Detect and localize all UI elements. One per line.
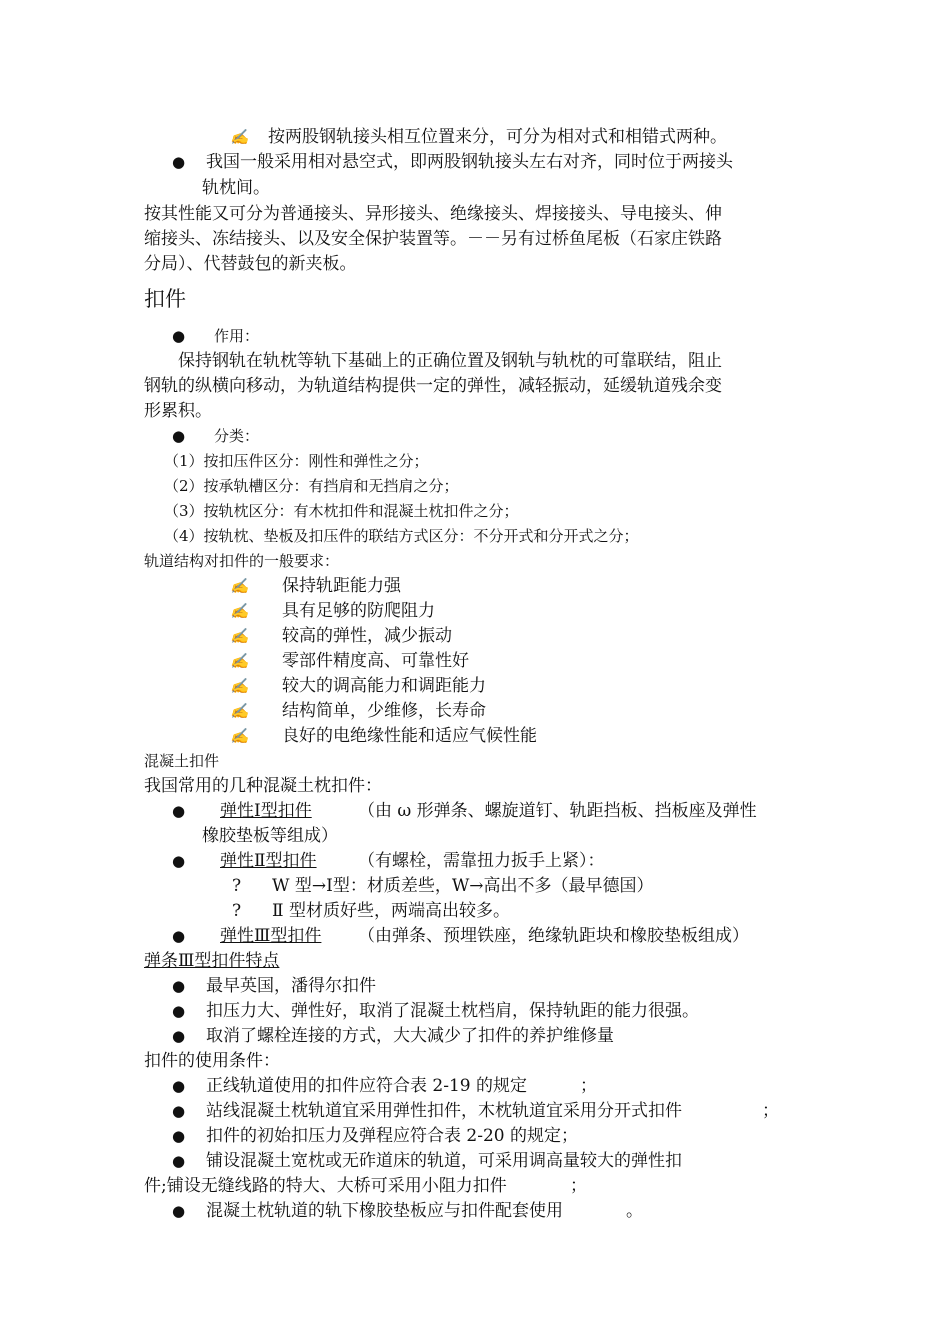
pen-icon: ✍ [230, 677, 249, 695]
class-item: （4）按轨枕、垫板及扣压件的联结方式区分：不分开式和分开式之分； [164, 527, 639, 545]
bullet-icon: ● [172, 802, 186, 820]
class-item: （3）按轨枕区分：有木枕扣件和混凝土枕扣件之分； [164, 502, 519, 520]
concrete-intro: 我国常用的几种混凝土枕扣件： [144, 776, 382, 796]
type3-features-title: 弹条Ⅲ型扣件特点 [144, 951, 280, 971]
requirement-item: 零部件精度高、可靠性好 [282, 651, 469, 671]
type3-name: 弹性Ⅲ型扣件 [220, 926, 322, 946]
usage-item-5: 混凝土枕轨道的轨下橡胶垫板应与扣件配套使用 [206, 1201, 563, 1221]
role-label: 作用： [214, 327, 260, 345]
requirement-item: 较大的调高能力和调距能力 [282, 676, 486, 696]
bullet-icon: ● [172, 1077, 186, 1095]
joint-para-line1: 按其性能又可分为普通接头、异形接头、绝缘接头、焊接接头、导电接头、伸 [144, 204, 722, 224]
type2-sub-item: Ⅱ 型材质好些，两端高出较多。 [272, 901, 510, 921]
joint-item-2-line1: 我国一般采用相对悬空式，即两股钢轨接头左右对齐，同时位于两接头 [206, 152, 733, 172]
role-line1: 保持钢轨在轨枕等轨下基础上的正确位置及钢轨与轨枕的可靠联结，阻止 [178, 351, 722, 371]
usage-item-4-line1: 铺设混凝土宽枕或无砟道床的轨道，可采用调高量较大的弹性扣 [206, 1151, 682, 1171]
type3-desc: （由弹条、预埋铁座，绝缘轨距块和橡胶垫板组成） [358, 926, 749, 946]
bullet-icon: ● [172, 852, 186, 870]
bullet-icon: ● [172, 927, 186, 945]
question-icon: ? [232, 876, 242, 896]
requirement-item: 结构简单，少维修，长寿命 [282, 701, 486, 721]
joint-para-line2: 缩接头、冻结接头、以及安全保护装置等。－－另有过桥鱼尾板（石家庄铁路 [144, 229, 722, 249]
type2-desc: （有螺栓，需靠扭力扳手上紧）： [358, 851, 605, 871]
requirement-item: 较高的弹性，减少振动 [282, 626, 452, 646]
requirement-item: 保持轨距能力强 [282, 576, 401, 596]
type2-sub-item: W 型→Ⅰ型：材质差些，W→高出不多（最早德国） [272, 876, 654, 896]
feature-item: 取消了螺栓连接的方式，大大减少了扣件的养护维修量 [206, 1026, 614, 1046]
pen-icon: ✍ [230, 627, 249, 645]
type1-desc-line2: 橡胶垫板等组成） [202, 826, 338, 846]
requirement-item: 良好的电绝缘性能和适应气候性能 [282, 726, 537, 746]
role-line2: 钢轨的纵横向移动，为轨道结构提供一定的弹性，减轻振动，延缓轨道残余变 [144, 376, 722, 396]
pen-icon: ✍ [230, 652, 249, 670]
usage-item-2-end: ； [762, 1101, 779, 1121]
bullet-icon: ● [172, 1102, 186, 1120]
bullet-icon: ● [172, 1027, 186, 1045]
usage-title: 扣件的使用条件： [144, 1051, 280, 1071]
question-icon: ? [232, 901, 242, 921]
pen-icon: ✍ [230, 602, 249, 620]
role-line3: 形累积。 [144, 401, 212, 421]
usage-item-4-line2: 件;铺设无缝线路的特大、大桥可采用小阻力扣件 [144, 1176, 507, 1196]
bullet-icon: ● [172, 1002, 186, 1020]
usage-item-5-end: 。 [626, 1201, 643, 1221]
pen-icon: ✍ [230, 727, 249, 745]
usage-item-1-end: ； [580, 1076, 597, 1096]
bullet-icon: ● [172, 327, 186, 345]
usage-item-1: 正线轨道使用的扣件应符合表 2-19 的规定 [206, 1076, 527, 1096]
type1-name: 弹性Ⅰ型扣件 [220, 801, 312, 821]
class-label: 分类： [214, 427, 260, 445]
joint-para-line3: 分局）、代替鼓包的新夹板。 [144, 254, 357, 274]
feature-item: 扣压力大、弹性好，取消了混凝土枕档肩，保持轨距的能力很强。 [206, 1001, 699, 1021]
usage-item-2: 站线混凝土枕轨道宜采用弹性扣件，木枕轨道宜采用分开式扣件 [206, 1101, 682, 1121]
bullet-icon: ● [172, 427, 186, 445]
class-item: （2）按承轨槽区分：有挡肩和无挡肩之分； [164, 477, 459, 495]
bullet-icon: ● [172, 1202, 186, 1220]
requirement-item: 具有足够的防爬阻力 [282, 601, 435, 621]
bullet-icon: ● [172, 1152, 186, 1170]
bullet-icon: ● [172, 1127, 186, 1145]
pen-icon: ✍ [230, 577, 249, 595]
class-item: （1）按扣压件区分：刚性和弹性之分； [164, 452, 429, 470]
requirements-title: 轨道结构对扣件的一般要求： [144, 552, 340, 570]
pen-icon: ✍ [230, 702, 249, 720]
type2-name: 弹性Ⅱ型扣件 [220, 851, 317, 871]
concrete-title: 混凝土扣件 [144, 752, 220, 770]
section-heading-fastener: 扣件 [144, 287, 186, 311]
joint-item-2-line2: 轨枕间。 [202, 178, 270, 198]
type1-desc: （由 ω 形弹条、螺旋道钉、轨距挡板、挡板座及弹性 [358, 801, 757, 821]
bullet-icon: ● [172, 977, 186, 995]
usage-item-3: 扣件的初始扣压力及弹程应符合表 2-20 的规定； [206, 1126, 578, 1146]
feature-item: 最早英国，潘得尔扣件 [206, 976, 376, 996]
usage-item-4-end: ； [570, 1176, 587, 1196]
bullet-icon: ● [172, 153, 186, 171]
pen-icon: ✍ [230, 128, 249, 146]
joint-item-1: 按两股钢轨接头相互位置来分，可分为相对式和相错式两种。 [268, 127, 727, 147]
